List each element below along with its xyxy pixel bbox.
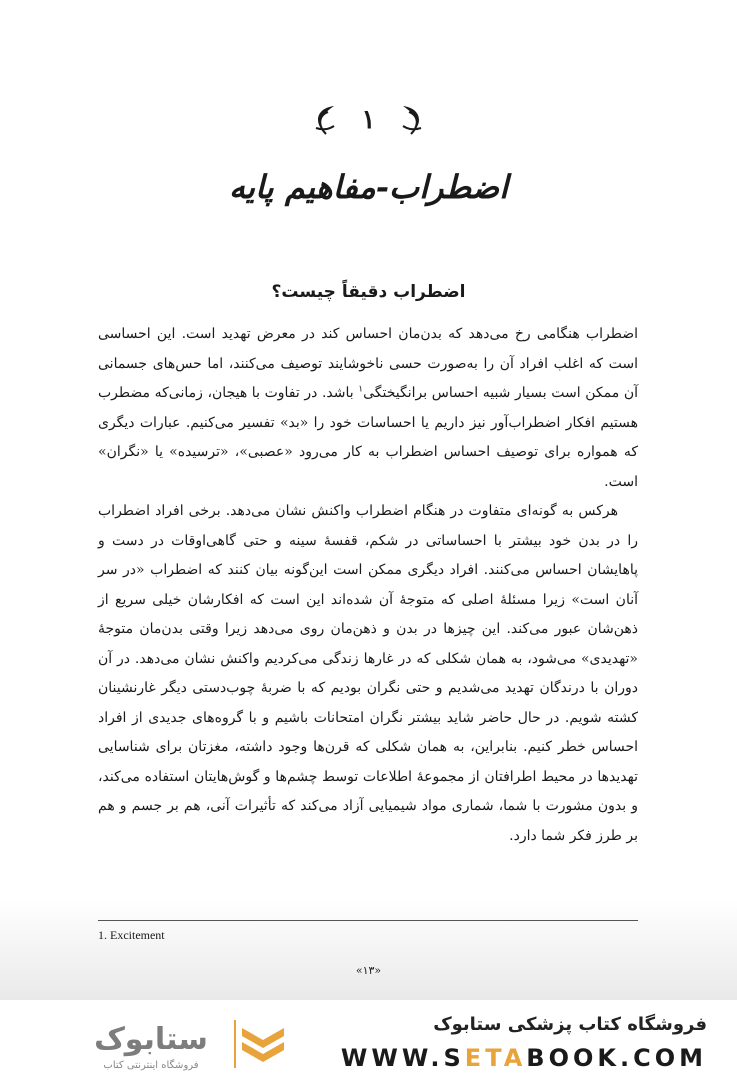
leaf-ornament-icon: [399, 100, 429, 140]
paragraph: هرکس به گونه‌ای متفاوت در هنگام اضطراب واکنش نشان می‌دهد. برخی افراد اضطراب را در بدن خود بیشتر با احساساتی در شکم، قفسهٔ سینه و حتی گاهی‌اوقات در دست و پاهایشان احساس می‌کنند. افراد دیگری ممکن است این‌گونه بیان کنند که اضطراب «در سر آنان است» زیرا مسئلهٔ اصلی که متوجهٔ آن شده‌اند این است که افکارشان خیلی سریع از ذهن‌شان عبور می‌کند. این چیزها در بدن و ذهن‌مان روی می‌دهد زیرا وقتی بدن‌مان متوجهٔ «تهدیدی» می‌شود، به همان شکلی که در غارها زندگی می‌کردیم واکنش نشان می‌دهد. در آن دوران با درندگان تهدید می‌شدیم و حتی نگران بودیم که با ضربهٔ چوب‌دستی دیگر غارنشینان کشته شویم. در حال حاضر شاید بیشتر نگران امتحانات باشیم و با گروه‌های جدیدی از افراد احساس خطر کنیم. بنابراین، به همان شکلی که قرن‌ها وجود داشته، مغزتان برای شناسایی تهدیدها در محیط اطرافتان از مجموعهٔ اطلاعات توسط چشم‌ها و گوش‌هایتان استفاده می‌کند، و بدون مشورت با شما، شماری مواد شیمیایی آزاد می‌کند که تأثیرات آنی، هم بر جسم و هم بر طرز فکر شما دارد.: [98, 503, 638, 844]
chapter-ornament: [0, 100, 737, 140]
paragraph: [98, 320, 638, 497]
paragraph-text: اضطراب هنگامی رخ می‌دهد که بدن‌مان احساس کند در معرض تهدید است. این احساسی است که اغلب افراد آن را به‌صورت حسی ناخوشایند توصیف می‌کنند، اما حس‌های جسمانی آن ممکن است بسیار شبیه احساس برانگیختگی: [98, 326, 638, 401]
store-url[interactable]: [341, 1044, 707, 1072]
url-part: OOK.COM: [548, 1044, 707, 1072]
url-part: B: [526, 1044, 549, 1072]
paragraph-text: باشد. در تفاوت با هیجان، زمانی‌که مضطرب هستیم افکار اضطراب‌آور نیز داریم یا احساسات خود را «بد» تفسیر می‌کنیم. عبارات دیگری که همواره برای توصیف احساس اضطراب به کار می‌رود «عصبی»، «ترسیده» یا «نگران» است.: [98, 385, 638, 490]
store-name: فروشگاه کتاب پزشکی ستابوک: [433, 1014, 707, 1035]
footnote: 1. Excitement: [98, 928, 165, 942]
leaf-ornament-icon: [308, 100, 338, 140]
store-logo: [36, 1014, 286, 1070]
chapter-number: ۱: [361, 105, 376, 135]
chevron-logo-icon: [242, 1022, 284, 1068]
logo-text: ستابوک: [94, 1022, 208, 1057]
footnote-marker: ۱: [358, 384, 364, 395]
url-highlight: ETA: [464, 1044, 527, 1072]
url-part: WWW.: [340, 1044, 444, 1072]
footnote-divider: [98, 920, 638, 921]
page-number: «۱۳»: [355, 964, 382, 977]
body-text: [98, 320, 638, 851]
chapter-title: اضطراب-مفاهیم پایه: [228, 168, 509, 206]
logo-divider: [234, 1020, 236, 1068]
store-banner: [0, 1000, 737, 1080]
url-part: S: [443, 1044, 465, 1072]
logo-subtitle: فروشگاه اینترنتی کتاب: [103, 1060, 199, 1071]
section-heading: اضطراب دقیقاً چیست؟: [271, 282, 466, 302]
